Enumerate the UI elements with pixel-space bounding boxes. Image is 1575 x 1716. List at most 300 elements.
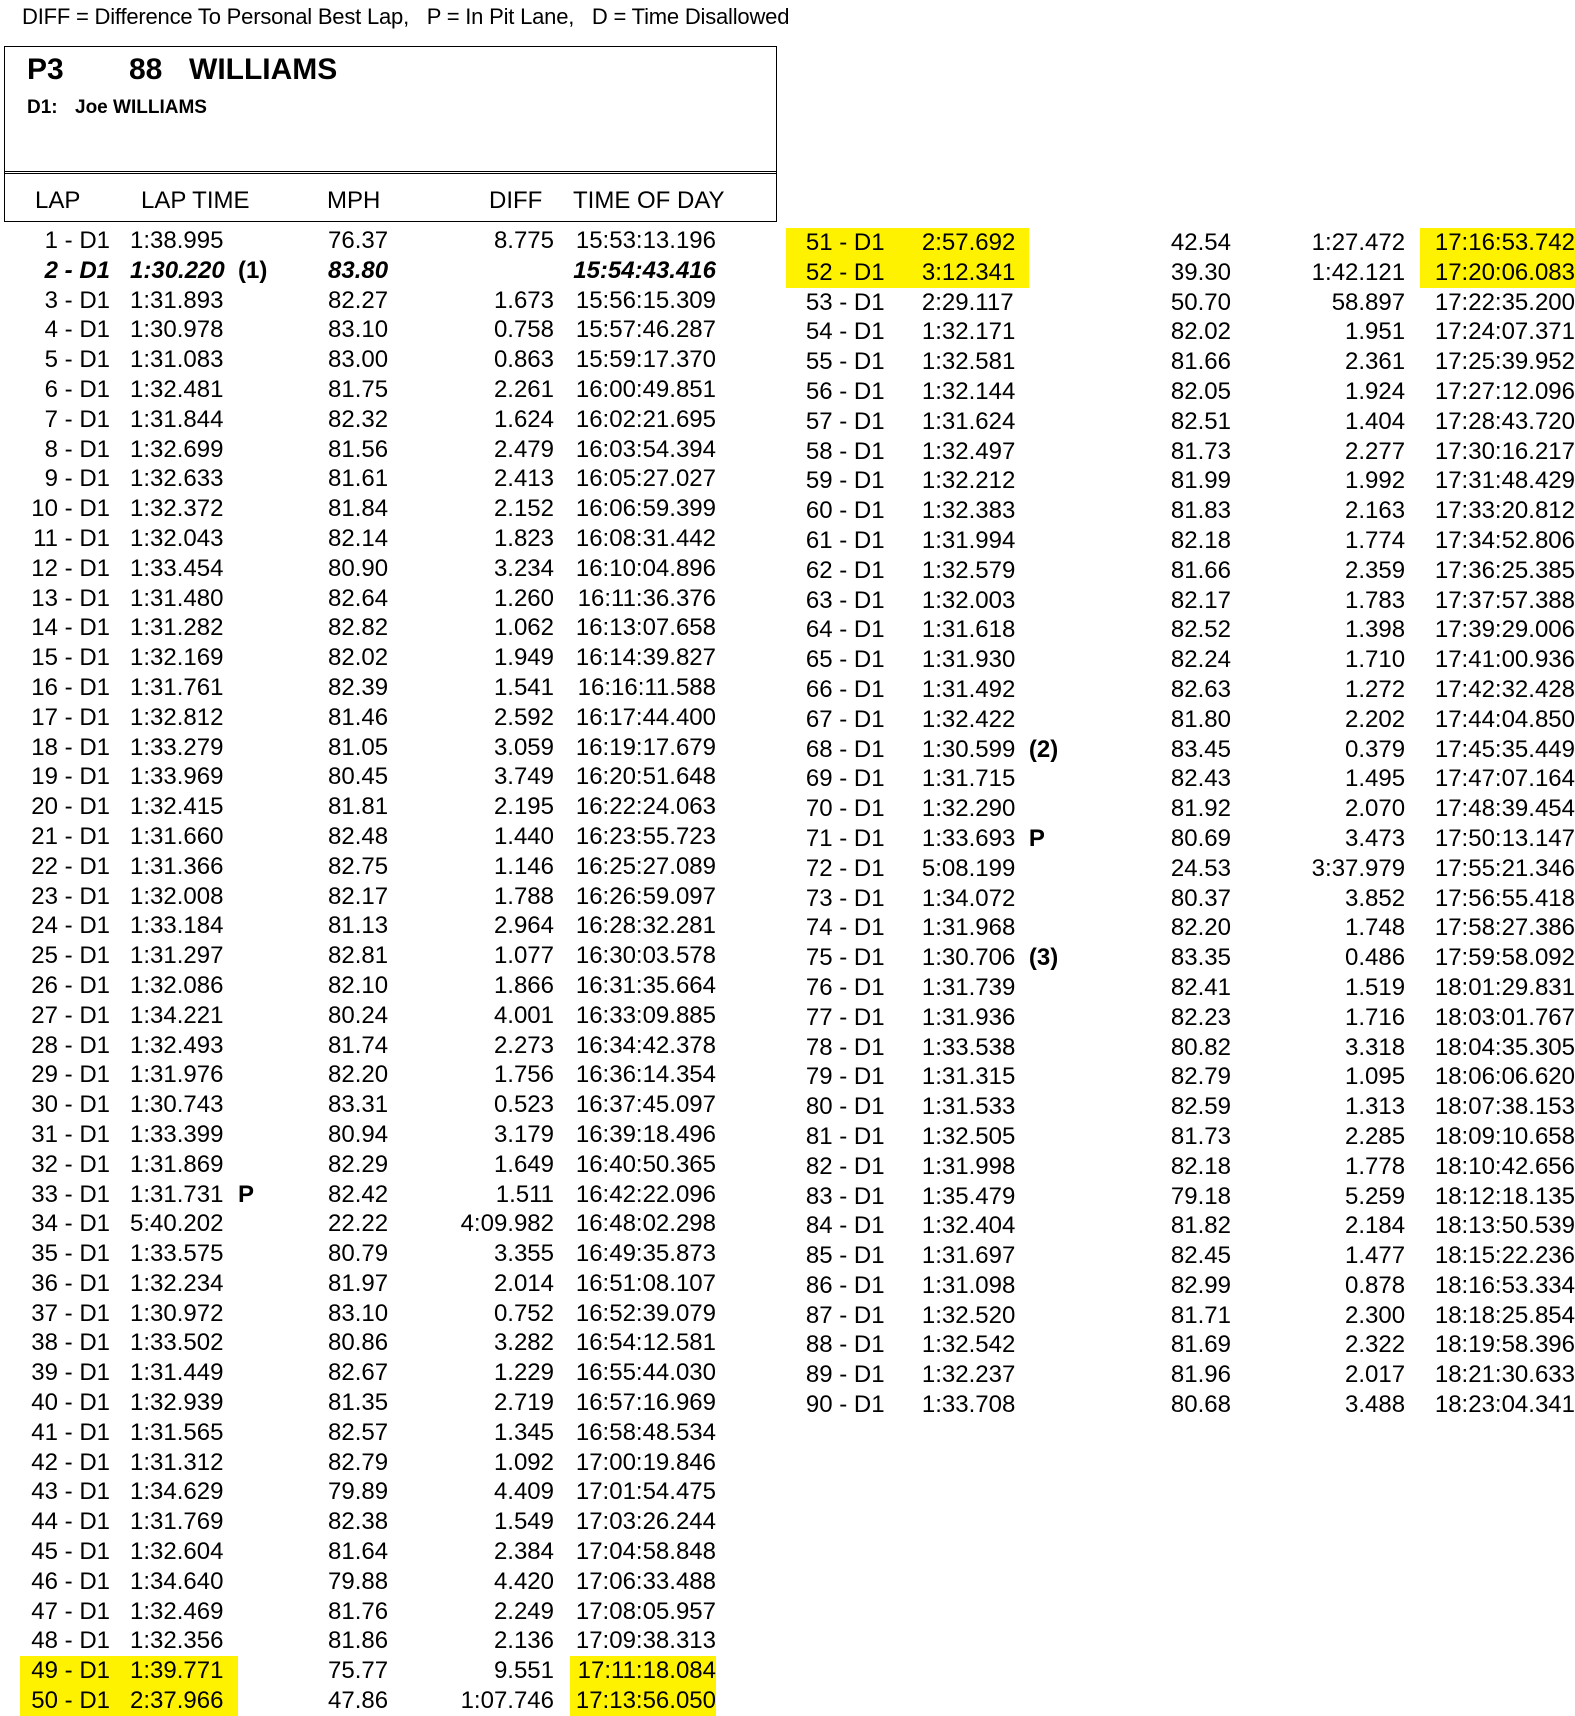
- lap-row: [20, 1150, 716, 1180]
- lap-number: 19 - D1: [31, 763, 110, 791]
- lap-row: [20, 1120, 716, 1150]
- time-of-day: 17:47:07.164: [1434, 765, 1575, 793]
- lap-number: 46 - D1: [31, 1567, 110, 1595]
- cell-spacer: [110, 1269, 130, 1299]
- lap-number: 55 - D1: [805, 348, 885, 376]
- col-header-mph: MPH: [327, 187, 381, 214]
- lap-note: [238, 464, 328, 494]
- cell-spacer: [110, 1239, 130, 1269]
- lap-mph: 82.41: [1170, 973, 1231, 1001]
- lap-note: [1029, 645, 1171, 675]
- lap-row: [20, 1090, 716, 1120]
- lap-number: 65 - D1: [805, 646, 885, 674]
- lap-number: 13 - D1: [31, 584, 110, 612]
- cell-spacer: [885, 258, 922, 288]
- cell-spacer: [554, 1448, 570, 1478]
- cell-spacer: [885, 1360, 922, 1390]
- lap-number: 62 - D1: [805, 556, 885, 584]
- lap-row: [20, 911, 716, 941]
- cell-spacer: [1405, 1003, 1420, 1033]
- cell-spacer: [1405, 824, 1420, 854]
- lap-note: [1029, 913, 1171, 943]
- time-of-day: 17:45:35.449: [1434, 735, 1575, 763]
- cell-spacer: [1405, 794, 1420, 824]
- lap-number: 87 - D1: [805, 1301, 885, 1329]
- cell-spacer: [1405, 317, 1420, 347]
- cell-spacer: [1405, 854, 1420, 884]
- lap-diff: 1.095: [1345, 1063, 1406, 1091]
- lap-row: [20, 792, 716, 822]
- cell-spacer: [110, 673, 130, 703]
- lap-number: 47 - D1: [31, 1597, 110, 1625]
- time-of-day: 17:56:55.418: [1434, 884, 1575, 912]
- time-of-day: 16:05:27.027: [575, 465, 716, 493]
- lap-time: 1:32.939: [130, 1389, 224, 1417]
- lap-number: 10 - D1: [31, 495, 110, 523]
- cell-spacer: [554, 226, 570, 256]
- lap-number: 57 - D1: [805, 407, 885, 435]
- lap-mph: 80.24: [328, 1001, 389, 1029]
- lap-table-right: [786, 228, 1575, 1420]
- lap-diff: 1.398: [1345, 616, 1406, 644]
- cell-spacer: [885, 1152, 922, 1182]
- cell-spacer: [1405, 496, 1420, 526]
- lap-diff: 0.863: [493, 346, 554, 374]
- cell-spacer: [554, 584, 570, 614]
- time-of-day: 17:22:35.200: [1434, 288, 1575, 316]
- lap-time: 1:34.221: [130, 1001, 224, 1029]
- lap-number: 31 - D1: [31, 1120, 110, 1148]
- lap-diff: 1:27.472: [1311, 229, 1406, 256]
- time-of-day: 16:39:18.496: [575, 1120, 716, 1148]
- lap-mph: 80.90: [328, 554, 389, 582]
- lap-time: 1:31.618: [921, 616, 1016, 644]
- lap-row: [20, 1686, 716, 1716]
- lap-time: 2:29.117: [921, 288, 1014, 316]
- lap-row: [20, 1239, 716, 1269]
- lap-diff: 3.179: [493, 1120, 554, 1148]
- lap-mph: 80.69: [1170, 824, 1231, 852]
- lap-time: 1:33.454: [130, 554, 224, 582]
- lap-diff: 1.716: [1345, 1003, 1406, 1031]
- lap-mph: 81.69: [1170, 1331, 1231, 1359]
- time-of-day: 16:23:55.723: [575, 822, 716, 850]
- lap-diff: 1.077: [493, 942, 554, 970]
- lap-mph: 82.52: [1170, 616, 1231, 644]
- lap-mph: 81.84: [328, 495, 389, 523]
- time-of-day: 16:19:17.679: [575, 733, 716, 761]
- lap-number: 85 - D1: [805, 1242, 885, 1270]
- time-of-day: 18:06:06.620: [1434, 1063, 1575, 1091]
- lap-time: 1:32.237: [921, 1361, 1016, 1389]
- time-of-day: 18:13:50.539: [1434, 1212, 1575, 1240]
- lap-number: 77 - D1: [805, 1003, 885, 1031]
- cell-spacer: [885, 1301, 922, 1331]
- lap-note: [238, 1269, 328, 1299]
- time-of-day: 18:18:25.854: [1434, 1301, 1575, 1329]
- lap-number: 78 - D1: [805, 1033, 885, 1061]
- lap-row: [20, 1328, 716, 1358]
- time-of-day: 17:27:12.096: [1434, 377, 1575, 405]
- cell-spacer: [1405, 735, 1420, 765]
- lap-mph: 81.66: [1170, 348, 1231, 376]
- lap-row: [786, 675, 1575, 705]
- lap-mph: 83.45: [1170, 735, 1231, 763]
- lap-mph: 80.86: [328, 1329, 389, 1357]
- lap-mph: 81.86: [328, 1627, 389, 1655]
- driver-label: D1:: [27, 97, 58, 118]
- lap-number: 73 - D1: [805, 884, 885, 912]
- lap-mph: 82.17: [1170, 586, 1231, 614]
- lap-number: 37 - D1: [31, 1299, 110, 1327]
- cell-spacer: [110, 1060, 130, 1090]
- cell-spacer: [110, 1418, 130, 1448]
- time-of-day: 16:14:39.827: [575, 644, 716, 672]
- lap-time: 1:32.604: [130, 1538, 224, 1566]
- lap-time: 1:32.290: [921, 795, 1016, 823]
- lap-time: 1:31.968: [921, 914, 1016, 942]
- lap-time: 1:31.660: [130, 822, 224, 850]
- lap-mph: 83.31: [328, 1091, 389, 1119]
- cell-spacer: [554, 822, 570, 852]
- lap-row: [20, 613, 716, 643]
- cell-spacer: [110, 1150, 130, 1180]
- lap-mph: 82.05: [1170, 377, 1231, 405]
- cell-spacer: [885, 1122, 922, 1152]
- lap-diff: 1.992: [1345, 467, 1406, 495]
- lap-note: [238, 1001, 328, 1031]
- lap-note: [238, 1090, 328, 1120]
- lap-row: [20, 733, 716, 763]
- time-of-day: 17:09:38.313: [575, 1627, 716, 1655]
- lap-note: [1029, 1330, 1171, 1360]
- cell-spacer: [885, 764, 922, 794]
- cell-spacer: [1405, 586, 1420, 616]
- lap-note: [238, 494, 328, 524]
- cell-spacer: [1405, 1360, 1420, 1390]
- lap-diff: 1.345: [493, 1418, 554, 1446]
- lap-number: 70 - D1: [805, 795, 885, 823]
- cell-spacer: [554, 1477, 570, 1507]
- lap-row: [786, 347, 1575, 377]
- cell-spacer: [885, 615, 922, 645]
- lap-mph: 80.45: [328, 763, 389, 791]
- lap-time: 5:40.202: [130, 1210, 224, 1238]
- cell-spacer: [885, 794, 922, 824]
- lap-note: (1): [238, 256, 268, 284]
- lap-diff: 1.866: [493, 971, 554, 999]
- time-of-day: 16:22:24.063: [575, 793, 716, 821]
- lap-row: [786, 854, 1575, 884]
- cell-spacer: [554, 256, 570, 286]
- lap-row: [20, 554, 716, 584]
- lap-number: 86 - D1: [805, 1271, 885, 1299]
- lap-mph: 82.63: [1170, 675, 1231, 703]
- cell-spacer: [1405, 258, 1420, 288]
- cell-spacer: [554, 286, 570, 316]
- lap-mph: 82.20: [1170, 914, 1231, 942]
- lap-number: 50 - D1: [20, 1686, 110, 1716]
- lap-diff: 3.282: [493, 1329, 554, 1357]
- lap-mph: 82.51: [1170, 407, 1231, 435]
- lap-number: 28 - D1: [31, 1031, 110, 1059]
- lap-diff: 0.752: [493, 1299, 554, 1327]
- time-of-day: 16:17:44.400: [575, 703, 716, 731]
- lap-number: 54 - D1: [805, 318, 885, 346]
- lap-mph: 81.13: [328, 912, 389, 940]
- lap-number: 42 - D1: [31, 1448, 110, 1476]
- cell-spacer: [1405, 884, 1420, 914]
- cell-spacer: [1405, 1241, 1420, 1271]
- lap-diff: 2.195: [493, 793, 554, 821]
- lap-row: [20, 1507, 716, 1537]
- lap-number: 64 - D1: [805, 616, 885, 644]
- lap-row: [20, 1537, 716, 1567]
- lap-mph: 42.54: [1170, 229, 1231, 256]
- lap-diff: 2.300: [1345, 1301, 1406, 1329]
- lap-time: 1:33.502: [130, 1329, 224, 1357]
- time-of-day: 17:03:26.244: [575, 1508, 716, 1536]
- time-of-day: 17:37:57.388: [1434, 586, 1575, 614]
- time-of-day: 16:13:07.658: [575, 614, 716, 642]
- lap-number: 66 - D1: [805, 675, 885, 703]
- lap-note: [1029, 228, 1171, 258]
- lap-diff: 1.756: [493, 1061, 554, 1089]
- lap-diff: 1.788: [493, 882, 554, 910]
- cell-spacer: [1405, 615, 1420, 645]
- cell-spacer: [110, 1477, 130, 1507]
- lap-mph: 39.30: [1170, 258, 1231, 286]
- lap-time: 1:31.098: [921, 1271, 1016, 1299]
- lap-note: [238, 673, 328, 703]
- cell-spacer: [885, 437, 922, 467]
- cell-spacer: [110, 1299, 130, 1329]
- lap-mph: 81.56: [328, 435, 389, 463]
- lap-mph: 82.17: [328, 882, 389, 910]
- cell-spacer: [1405, 1152, 1420, 1182]
- lap-note: [238, 524, 328, 554]
- lap-note: [238, 286, 328, 316]
- lap-mph: 81.05: [328, 733, 389, 761]
- lap-mph: 50.70: [1170, 288, 1231, 316]
- cell-spacer: [110, 1567, 130, 1597]
- lap-mph: 47.86: [328, 1687, 389, 1715]
- lap-mph: 82.42: [328, 1180, 389, 1208]
- lap-diff: 2.152: [493, 495, 554, 523]
- lap-number: 41 - D1: [31, 1418, 110, 1446]
- lap-mph: 82.67: [328, 1359, 389, 1387]
- cell-spacer: [554, 1507, 570, 1537]
- lap-mph: 82.39: [328, 673, 389, 701]
- lap-time: 1:33.575: [130, 1240, 224, 1268]
- lap-mph: 82.02: [328, 644, 389, 672]
- lap-diff: 9.551: [493, 1657, 554, 1685]
- lap-row: [786, 586, 1575, 616]
- lap-number: 22 - D1: [31, 852, 110, 880]
- time-of-day: 17:20:06.083: [1420, 258, 1575, 288]
- lap-note: P: [1028, 824, 1045, 852]
- lap-mph: 80.94: [328, 1120, 389, 1148]
- lap-diff: 1.313: [1345, 1093, 1406, 1121]
- cell-spacer: [110, 405, 130, 435]
- lap-diff: 2.202: [1345, 705, 1406, 733]
- lap-row: [20, 1209, 716, 1239]
- cell-spacer: [554, 971, 570, 1001]
- lap-number: 20 - D1: [31, 793, 110, 821]
- lap-number: 3 - D1: [44, 286, 110, 314]
- time-of-day: 17:31:48.429: [1434, 467, 1575, 495]
- lap-number: 24 - D1: [31, 912, 110, 940]
- cell-spacer: [110, 971, 130, 1001]
- time-of-day: 18:21:30.633: [1434, 1361, 1575, 1389]
- lap-mph: 82.32: [328, 405, 389, 433]
- lap-row: [786, 1092, 1575, 1122]
- lap-note: [238, 1031, 328, 1061]
- lap-number: 51 - D1: [786, 228, 885, 258]
- lap-note: [238, 584, 328, 614]
- cell-spacer: [885, 973, 922, 1003]
- cell-spacer: [110, 1507, 130, 1537]
- cell-spacer: [1405, 1033, 1420, 1063]
- lap-note: [238, 1328, 328, 1358]
- col-header-diff: DIFF: [489, 187, 543, 214]
- lap-number: 30 - D1: [31, 1091, 110, 1119]
- lap-row: [20, 1626, 716, 1656]
- lap-number: 38 - D1: [31, 1329, 110, 1357]
- lap-number: 43 - D1: [31, 1478, 110, 1506]
- lap-number: 29 - D1: [31, 1061, 110, 1089]
- lap-time: 1:33.399: [130, 1120, 224, 1148]
- lap-row: [786, 1033, 1575, 1063]
- lap-diff: 2.479: [493, 435, 554, 463]
- lap-diff: 2.384: [493, 1538, 554, 1566]
- lap-diff: 2.273: [493, 1031, 554, 1059]
- lap-diff: 4.409: [493, 1478, 554, 1506]
- lap-mph: 82.79: [328, 1448, 389, 1476]
- lap-row: [20, 584, 716, 614]
- lap-note: [238, 1120, 328, 1150]
- cell-spacer: [554, 1269, 570, 1299]
- cell-spacer: [110, 375, 130, 405]
- lap-time: 1:32.169: [130, 644, 224, 672]
- lap-note: [1029, 496, 1171, 526]
- lap-diff: 2.592: [493, 703, 554, 731]
- lap-note: [1029, 556, 1171, 586]
- cell-spacer: [885, 884, 922, 914]
- time-of-day: 16:00:49.851: [575, 375, 716, 403]
- lap-note: [1029, 526, 1171, 556]
- lap-time: 1:32.234: [130, 1269, 224, 1297]
- cell-spacer: [110, 1090, 130, 1120]
- lap-note: [1029, 407, 1171, 437]
- lap-row: [786, 1211, 1575, 1241]
- lap-mph: 24.53: [1170, 854, 1231, 882]
- lap-number: 18 - D1: [31, 733, 110, 761]
- time-of-day: 17:08:05.957: [575, 1597, 716, 1625]
- lap-mph: 82.23: [1170, 1003, 1231, 1031]
- time-of-day: 16:58:48.534: [575, 1418, 716, 1446]
- cell-spacer: [885, 1182, 922, 1212]
- lap-note: [238, 226, 328, 256]
- lap-diff: 2.070: [1345, 795, 1406, 823]
- lap-row: [786, 407, 1575, 437]
- lap-mph: 81.66: [1170, 556, 1231, 584]
- lap-time: 1:31.312: [130, 1448, 224, 1476]
- cell-spacer: [110, 1448, 130, 1478]
- cell-spacer: [110, 762, 130, 792]
- lap-diff: 1.062: [493, 614, 554, 642]
- time-of-day: 16:37:45.097: [575, 1091, 716, 1119]
- lap-time: 1:33.184: [130, 912, 224, 940]
- lap-row: [786, 526, 1575, 556]
- lap-mph: 81.46: [328, 703, 389, 731]
- cell-spacer: [1405, 377, 1420, 407]
- lap-note: [238, 1209, 328, 1239]
- cell-spacer: [885, 407, 922, 437]
- lap-mph: 81.96: [1170, 1361, 1231, 1389]
- lap-note: [238, 1507, 328, 1537]
- cell-spacer: [1405, 526, 1420, 556]
- driver-name: Joe WILLIAMS: [75, 97, 207, 118]
- lap-note: [1029, 288, 1171, 318]
- lap-number: 58 - D1: [805, 437, 885, 465]
- lap-diff: 2.413: [493, 465, 554, 493]
- lap-time: 1:30.743: [130, 1091, 224, 1119]
- lap-row: [786, 824, 1575, 854]
- lap-number: 45 - D1: [31, 1538, 110, 1566]
- lap-number: 83 - D1: [805, 1182, 885, 1210]
- lap-row: [20, 226, 716, 256]
- lap-diff: 1.649: [493, 1150, 554, 1178]
- lap-note: [1029, 854, 1171, 884]
- cell-spacer: [885, 1241, 922, 1271]
- lap-time: 1:31.282: [130, 614, 224, 642]
- cell-spacer: [110, 1328, 130, 1358]
- lap-time: 1:32.086: [130, 971, 224, 999]
- lap-time: 1:35.479: [921, 1182, 1016, 1210]
- lap-diff: 0.758: [493, 316, 554, 344]
- lap-note: [1029, 466, 1171, 496]
- time-of-day: 17:55:21.346: [1434, 854, 1575, 882]
- lap-mph: 81.73: [1170, 437, 1231, 465]
- lap-time: 1:31.976: [130, 1061, 224, 1089]
- lap-diff: 2.322: [1345, 1331, 1406, 1359]
- lap-diff: 1.229: [493, 1359, 554, 1387]
- lap-mph: 82.82: [328, 614, 389, 642]
- lap-mph: 81.71: [1170, 1301, 1231, 1329]
- cell-spacer: [885, 496, 922, 526]
- lap-diff: 1.778: [1345, 1152, 1406, 1180]
- time-of-day: 17:30:16.217: [1434, 437, 1575, 465]
- lap-number: 7 - D1: [44, 405, 110, 433]
- cell-spacer: [554, 524, 570, 554]
- cell-spacer: [554, 345, 570, 375]
- cell-spacer: [1405, 228, 1420, 258]
- cell-spacer: [110, 852, 130, 882]
- lap-number: 35 - D1: [31, 1240, 110, 1268]
- lap-diff: 1.624: [493, 405, 554, 433]
- time-of-day: 16:33:09.885: [575, 1001, 716, 1029]
- lap-time: 1:30.972: [130, 1299, 224, 1327]
- lap-mph: 81.64: [328, 1538, 389, 1566]
- lap-diff: 1.477: [1345, 1242, 1406, 1270]
- cell-spacer: [1405, 437, 1420, 467]
- lap-number: 79 - D1: [805, 1063, 885, 1091]
- lap-diff: 1.748: [1345, 914, 1406, 942]
- lap-number: 23 - D1: [31, 882, 110, 910]
- cell-spacer: [110, 494, 130, 524]
- cell-spacer: [1405, 1182, 1420, 1212]
